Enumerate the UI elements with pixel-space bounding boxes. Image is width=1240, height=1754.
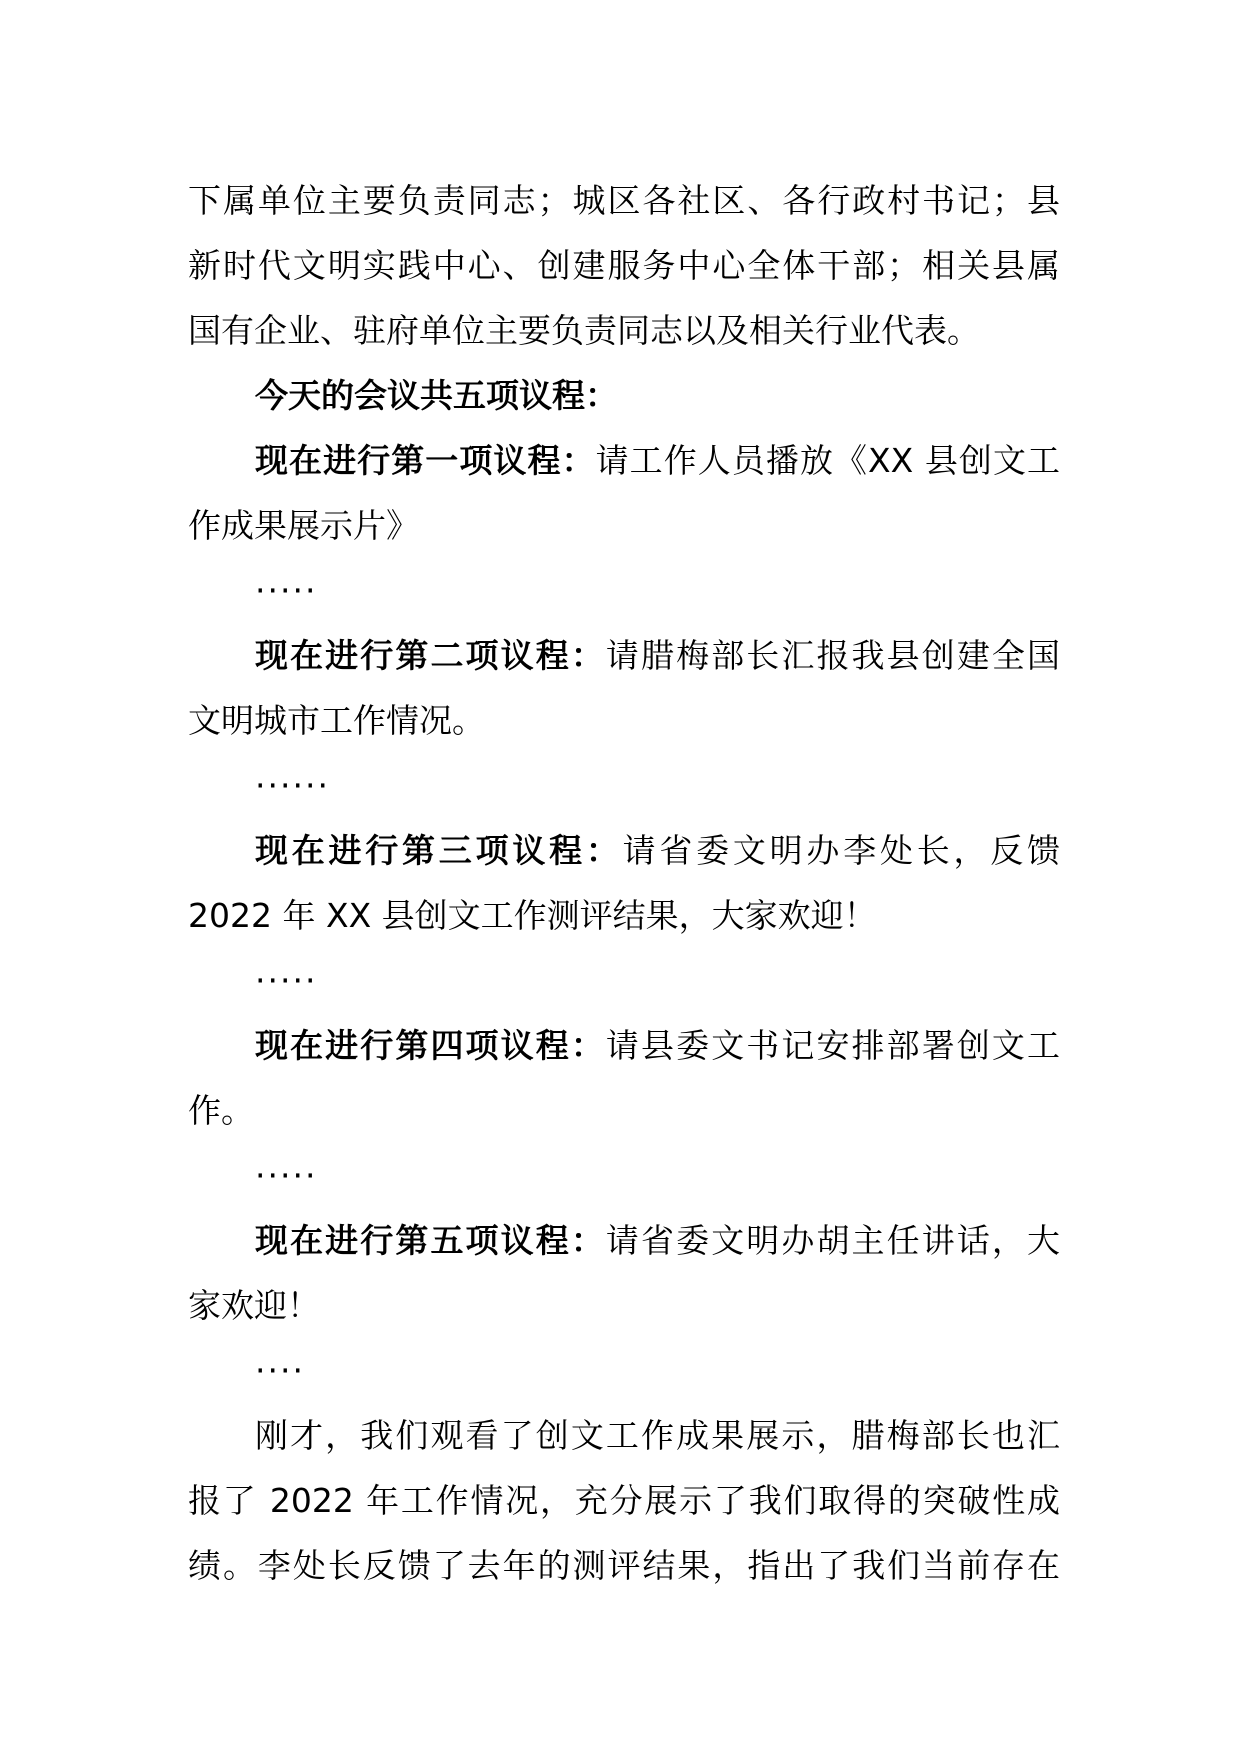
agenda-item-3-continuation: 2022 年 XX 县创文工作测评结果，大家欢迎！: [188, 896, 877, 935]
agenda-intro: 今天的会议共五项议程：: [255, 376, 618, 415]
agenda-label: 现在进行第三项议程：: [255, 831, 623, 870]
closing-line: 刚才，我们观看了创文工作成果展示，腊梅部长也汇: [255, 1416, 1060, 1455]
attendees-line: 国有企业、驻府单位主要负责同志以及相关行业代表。: [188, 311, 980, 350]
agenda-item-5: [188, 1208, 1060, 1273]
agenda-label: 现在进行第四项议程：: [255, 1026, 606, 1065]
attendees-line: 新时代文明实践中心、创建服务中心全体干部；相关县属: [188, 246, 1060, 285]
agenda-item-2: [188, 623, 1060, 688]
agenda-item-4: [188, 1013, 1060, 1078]
agenda-item-5-continuation: 家欢迎！: [188, 1286, 320, 1325]
agenda-item-2-continuation: 文明城市工作情况。: [188, 701, 485, 740]
agenda-label: 现在进行第二项议程：: [255, 636, 606, 675]
agenda-ellipsis: ·····: [255, 571, 318, 610]
agenda-label: 现在进行第一项议程：: [255, 441, 596, 480]
attendees-line: 下属单位主要负责同志；城区各社区、各行政村书记；县: [188, 181, 1060, 220]
agenda-text: 请工作人员播放《XX 县创文工: [595, 441, 1060, 480]
agenda-ellipsis: ······: [255, 766, 330, 805]
agenda-ellipsis: ····: [255, 1351, 305, 1390]
agenda-ellipsis: ·····: [255, 1156, 318, 1195]
closing-line: 绩。李处长反馈了去年的测评结果，指出了我们当前存在: [188, 1546, 1060, 1585]
agenda-text: 请县委文书记安排部署创文工: [605, 1026, 1060, 1065]
agenda-label: 现在进行第五项议程：: [255, 1221, 606, 1260]
document-body: [188, 168, 1060, 1598]
closing-line: 报了 2022 年工作情况，充分展示了我们取得的突破性成: [188, 1481, 1060, 1520]
agenda-item-1-continuation: 作成果展示片》: [188, 506, 419, 545]
agenda-text: 请省委文明办胡主任讲话，大: [605, 1221, 1060, 1260]
agenda-item-4-continuation: 作。: [188, 1091, 254, 1130]
agenda-item-3: [188, 818, 1060, 883]
agenda-text: 请腊梅部长汇报我县创建全国: [605, 636, 1060, 675]
agenda-text: 请省委文明办李处长，反馈: [622, 831, 1060, 870]
agenda-item-1: [188, 428, 1060, 493]
agenda-ellipsis: ·····: [255, 961, 318, 1000]
